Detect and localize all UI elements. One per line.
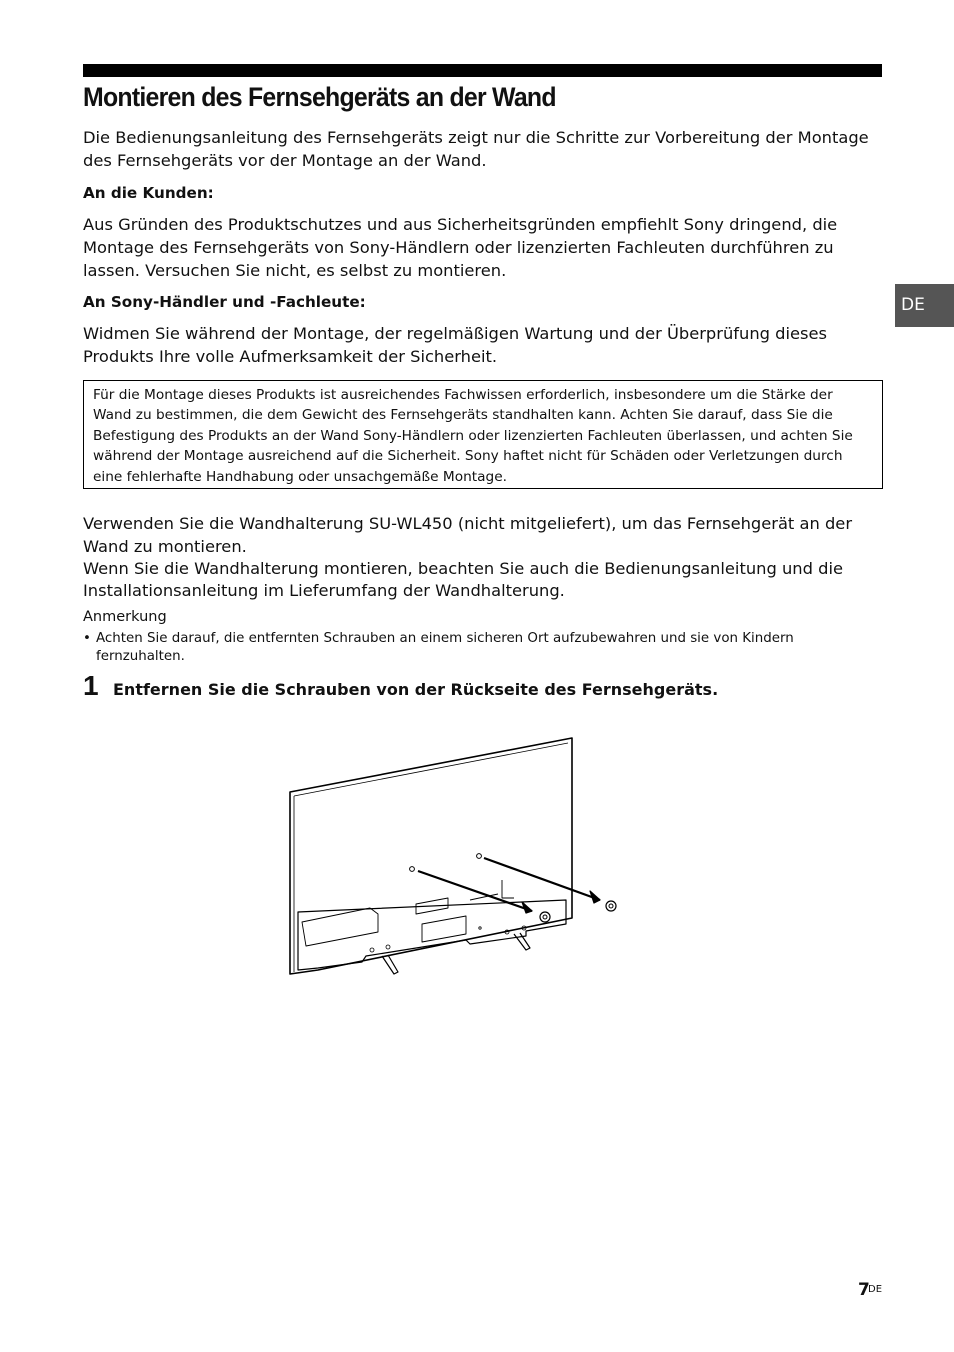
page-title: Montieren des Fernsehgeräts an der Wand [83,82,556,112]
warning-box: Für die Montage dieses Produkts ist ausreichendes Fachwissen erforderlich, insbesondere um die Stärke der Wand zu bestimmen, die dem Gewicht des Fernsehgeräts standhalten kann. Achten Sie darauf, dass Sie die Befestigung des Produkts an der Wand Sony-Händlern oder lizenzierten Fachleuten überlassen, und achten Sie während der Montage ausreichend auf die Sicherheit. Sony haftet nicht für Schäden oder Verletzungen durch eine fehlerhafte Handhabung oder unsachgemäße Montage. [83,380,883,489]
dealers-heading: An Sony-Händler und -Fachleute: [83,293,366,311]
language-tab: DE [895,284,954,327]
bracket-paragraph-2: Wenn Sie die Wandhalterung montieren, beachten Sie auch die Bedienungsanleitung und die Installationsanleitung im Lieferumfang der Wandhalterung. [83,559,843,600]
step-number: 1 [83,670,99,701]
note-text: Achten Sie darauf, die entfernten Schrauben an einem sicheren Ort aufzubewahren und sie von Kindern fernzuhalten. [96,631,794,664]
page-number: 7 [858,1280,870,1300]
customers-heading: An die Kunden: [83,184,214,202]
note-title: Anmerkung [83,609,167,625]
bracket-paragraph: Verwenden Sie die Wandhalterung SU-WL450 (nicht mitgeliefert), um das Fernsehgerät an der Wand zu montieren. [83,514,853,556]
note-list-item [83,630,873,665]
bullet: • [83,631,91,646]
page-number-suffix: DE [868,1284,883,1295]
step-text: Entfernen Sie die Schrauben von der Rückseite des Fernsehgeräts. [113,680,719,699]
customers-paragraph: Aus Gründen des Produktschutzes und aus Sicherheitsgründen empfiehlt Sony dringend, die Montage des Fernsehgeräts von Sony-Händlern oder lizenzierten Fachleuten durchführen zu lassen. Versuchen Sie nicht, es selbst zu montieren. [83,215,838,280]
step-1 [83,670,718,702]
tv-back-screws-illustration [270,728,630,990]
dealers-paragraph: Widmen Sie während der Montage, der regelmäßigen Wartung und der Überprüfung dieses Produkts Ihre volle Aufmerksamkeit der Sicherheit. [83,324,828,366]
intro-paragraph: Die Bedienungsanleitung des Fernsehgeräts zeigt nur die Schritte zur Vorbereitung der Montage des Fernsehgeräts vor der Montage an der Wand. [83,128,869,170]
header-rule [83,64,882,77]
